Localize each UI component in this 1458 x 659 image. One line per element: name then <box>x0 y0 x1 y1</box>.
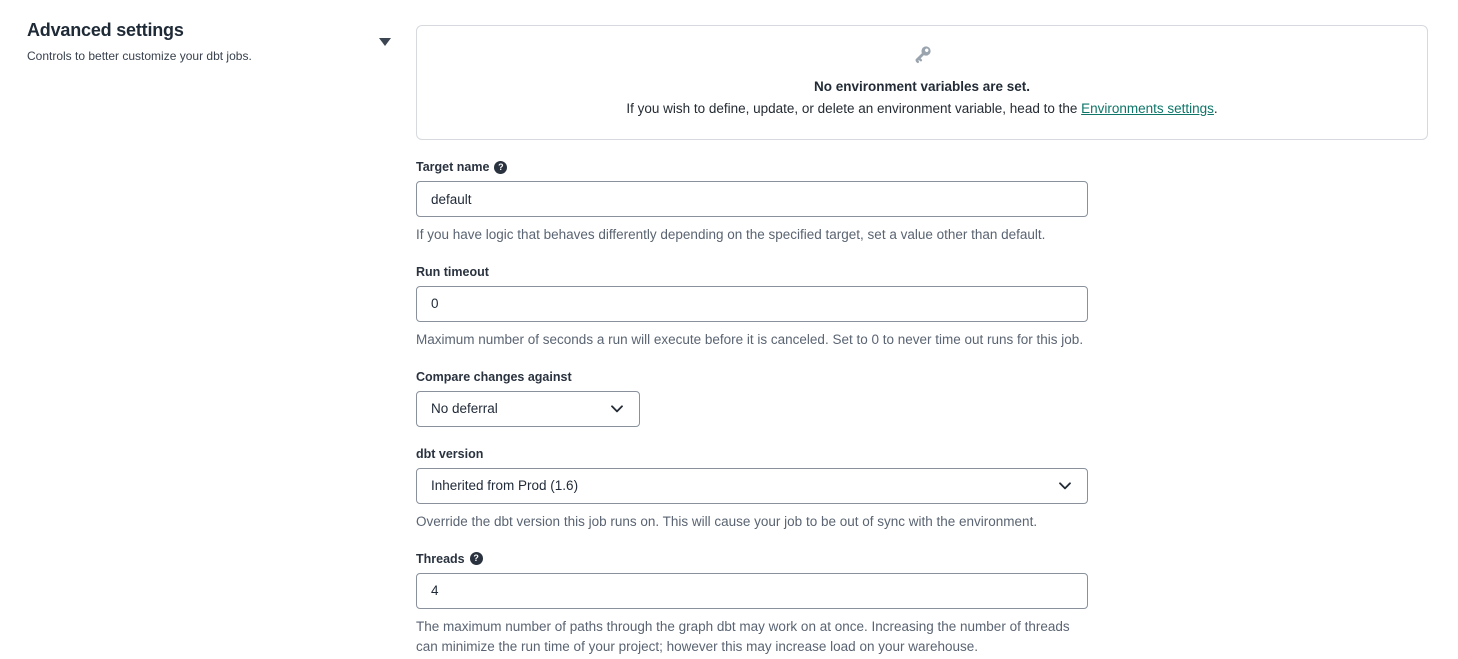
compare-changes-label-text: Compare changes against <box>416 369 572 384</box>
collapse-caret-icon[interactable] <box>379 38 391 46</box>
chevron-down-icon <box>1059 478 1071 493</box>
target-name-help-icon[interactable]: ? <box>494 161 507 174</box>
chevron-down-icon <box>611 401 623 416</box>
compare-changes-field-group <box>416 370 1088 427</box>
threads-field-group <box>416 552 1088 657</box>
key-icon <box>910 43 934 67</box>
dbt-version-label <box>416 447 1088 461</box>
env-vars-empty-body <box>437 101 1407 116</box>
dbt-version-helper: Override the dbt version this job runs on. This will cause your job to be out of sync with the environment. <box>416 513 1038 529</box>
threads-help-icon[interactable]: ? <box>470 552 483 565</box>
dbt-version-selected-value: Inherited from Prod (1.6) <box>431 478 579 494</box>
threads-input[interactable] <box>416 573 1088 609</box>
target-name-label <box>416 160 1088 174</box>
section-header <box>27 20 416 63</box>
target-name-input[interactable] <box>416 181 1088 217</box>
env-vars-empty-card <box>416 25 1428 140</box>
target-name-label-text: Target name <box>416 160 490 174</box>
env-vars-body-prefix: If you wish to define, update, or delete an environment variable, head to the <box>626 101 1082 116</box>
compare-changes-label <box>416 370 1088 384</box>
dbt-version-field-group <box>416 447 1088 532</box>
compare-changes-select[interactable] <box>416 391 640 427</box>
threads-helper: The maximum number of paths through the graph dbt may work on at once. Increasing the number of threads can minimize the run time of your project; however this may increase load on your warehouse. <box>416 618 1070 654</box>
run-timeout-label-text: Run timeout <box>416 264 489 279</box>
run-timeout-helper: Maximum number of seconds a run will execute before it is canceled. Set to 0 to never time out runs for this job. <box>416 331 1084 347</box>
environments-settings-link[interactable]: Environments settings <box>1081 101 1214 116</box>
dbt-version-label-text: dbt version <box>416 446 484 461</box>
run-timeout-field-group <box>416 265 1088 350</box>
env-vars-body-suffix: . <box>1213 101 1218 116</box>
page-title: Advanced settings <box>27 20 184 40</box>
target-name-field-group <box>416 160 1088 245</box>
run-timeout-input[interactable] <box>416 286 1088 322</box>
threads-label <box>416 552 1088 566</box>
threads-label-text: Threads <box>416 551 465 566</box>
compare-changes-selected-value: No deferral <box>431 401 498 417</box>
target-name-helper: If you have logic that behaves differently depending on the specified target, set a value other than default. <box>416 227 1046 242</box>
env-vars-empty-title: No environment variables are set. <box>813 79 1031 94</box>
settings-form <box>416 20 1428 657</box>
section-header-text <box>27 20 252 63</box>
dbt-version-select[interactable] <box>416 468 1088 504</box>
run-timeout-label <box>416 265 1088 279</box>
page-subtitle: Controls to better customize your dbt jobs. <box>27 48 252 63</box>
